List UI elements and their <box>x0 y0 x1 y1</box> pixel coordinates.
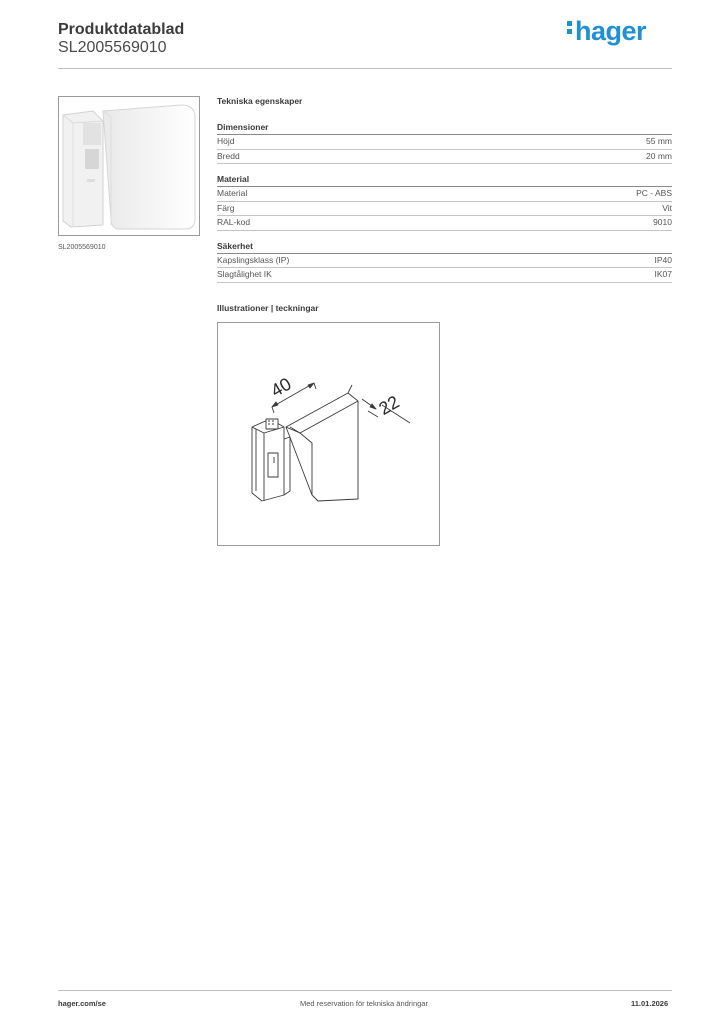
footer-note: Med reservation för tekniska ändringar <box>300 999 428 1008</box>
specs-heading: Tekniska egenskaper <box>217 96 303 106</box>
spec-label: Slagtålighet IK <box>217 269 272 279</box>
spec-label: Material <box>217 188 248 198</box>
spec-row <box>217 187 672 202</box>
product-code: SL2005569010 <box>58 39 167 56</box>
spec-row <box>217 135 672 150</box>
photo-caption: SL2005569010 <box>58 244 106 251</box>
page-title: Produktdatablad <box>58 21 185 38</box>
dimension-label-b: 22 <box>375 391 403 419</box>
brand-logo <box>567 16 646 47</box>
dimension-label-a: 40 <box>267 373 295 401</box>
spec-row <box>217 216 672 231</box>
spec-group-material <box>217 174 672 231</box>
technical-specs <box>217 96 672 293</box>
spec-group-title: Material <box>217 174 672 187</box>
technical-drawing <box>217 322 440 546</box>
illustrations-heading: Illustrationer | teckningar <box>217 303 319 313</box>
spec-row <box>217 254 672 269</box>
spec-value: PC - ABS <box>636 188 672 198</box>
spec-value: 20 mm <box>646 150 672 161</box>
footer-divider <box>58 990 672 991</box>
spec-label: Färg <box>217 202 235 213</box>
spec-label: Kapslingsklass (IP) <box>217 254 290 265</box>
spec-value: 9010 <box>653 217 672 227</box>
spec-group-safety <box>217 241 672 283</box>
spec-value: IK07 <box>654 269 672 279</box>
end-cap-photo-icon <box>59 97 199 235</box>
spec-group-title: Säkerhet <box>217 241 672 254</box>
end-cap-drawing-icon <box>218 323 439 545</box>
spec-row <box>217 150 672 165</box>
spec-label: Bredd <box>217 150 240 161</box>
spec-value: IP40 <box>654 254 672 265</box>
logo-colon-icon <box>567 18 572 37</box>
spec-value: 55 mm <box>646 136 672 146</box>
logo-text: hager <box>575 16 647 46</box>
spec-row <box>217 268 672 283</box>
footer-date: 11.01.2026 <box>631 999 669 1008</box>
spec-row <box>217 202 672 217</box>
spec-value: Vit <box>662 202 672 213</box>
header-divider <box>58 68 672 69</box>
product-photo <box>58 96 200 236</box>
spec-label: Höjd <box>217 136 235 146</box>
footer-url-link[interactable]: hager.com/se <box>58 999 106 1008</box>
spec-label: RAL-kod <box>217 217 251 227</box>
spec-group-title: Dimensioner <box>217 122 672 135</box>
spec-group-dimensions <box>217 122 672 164</box>
